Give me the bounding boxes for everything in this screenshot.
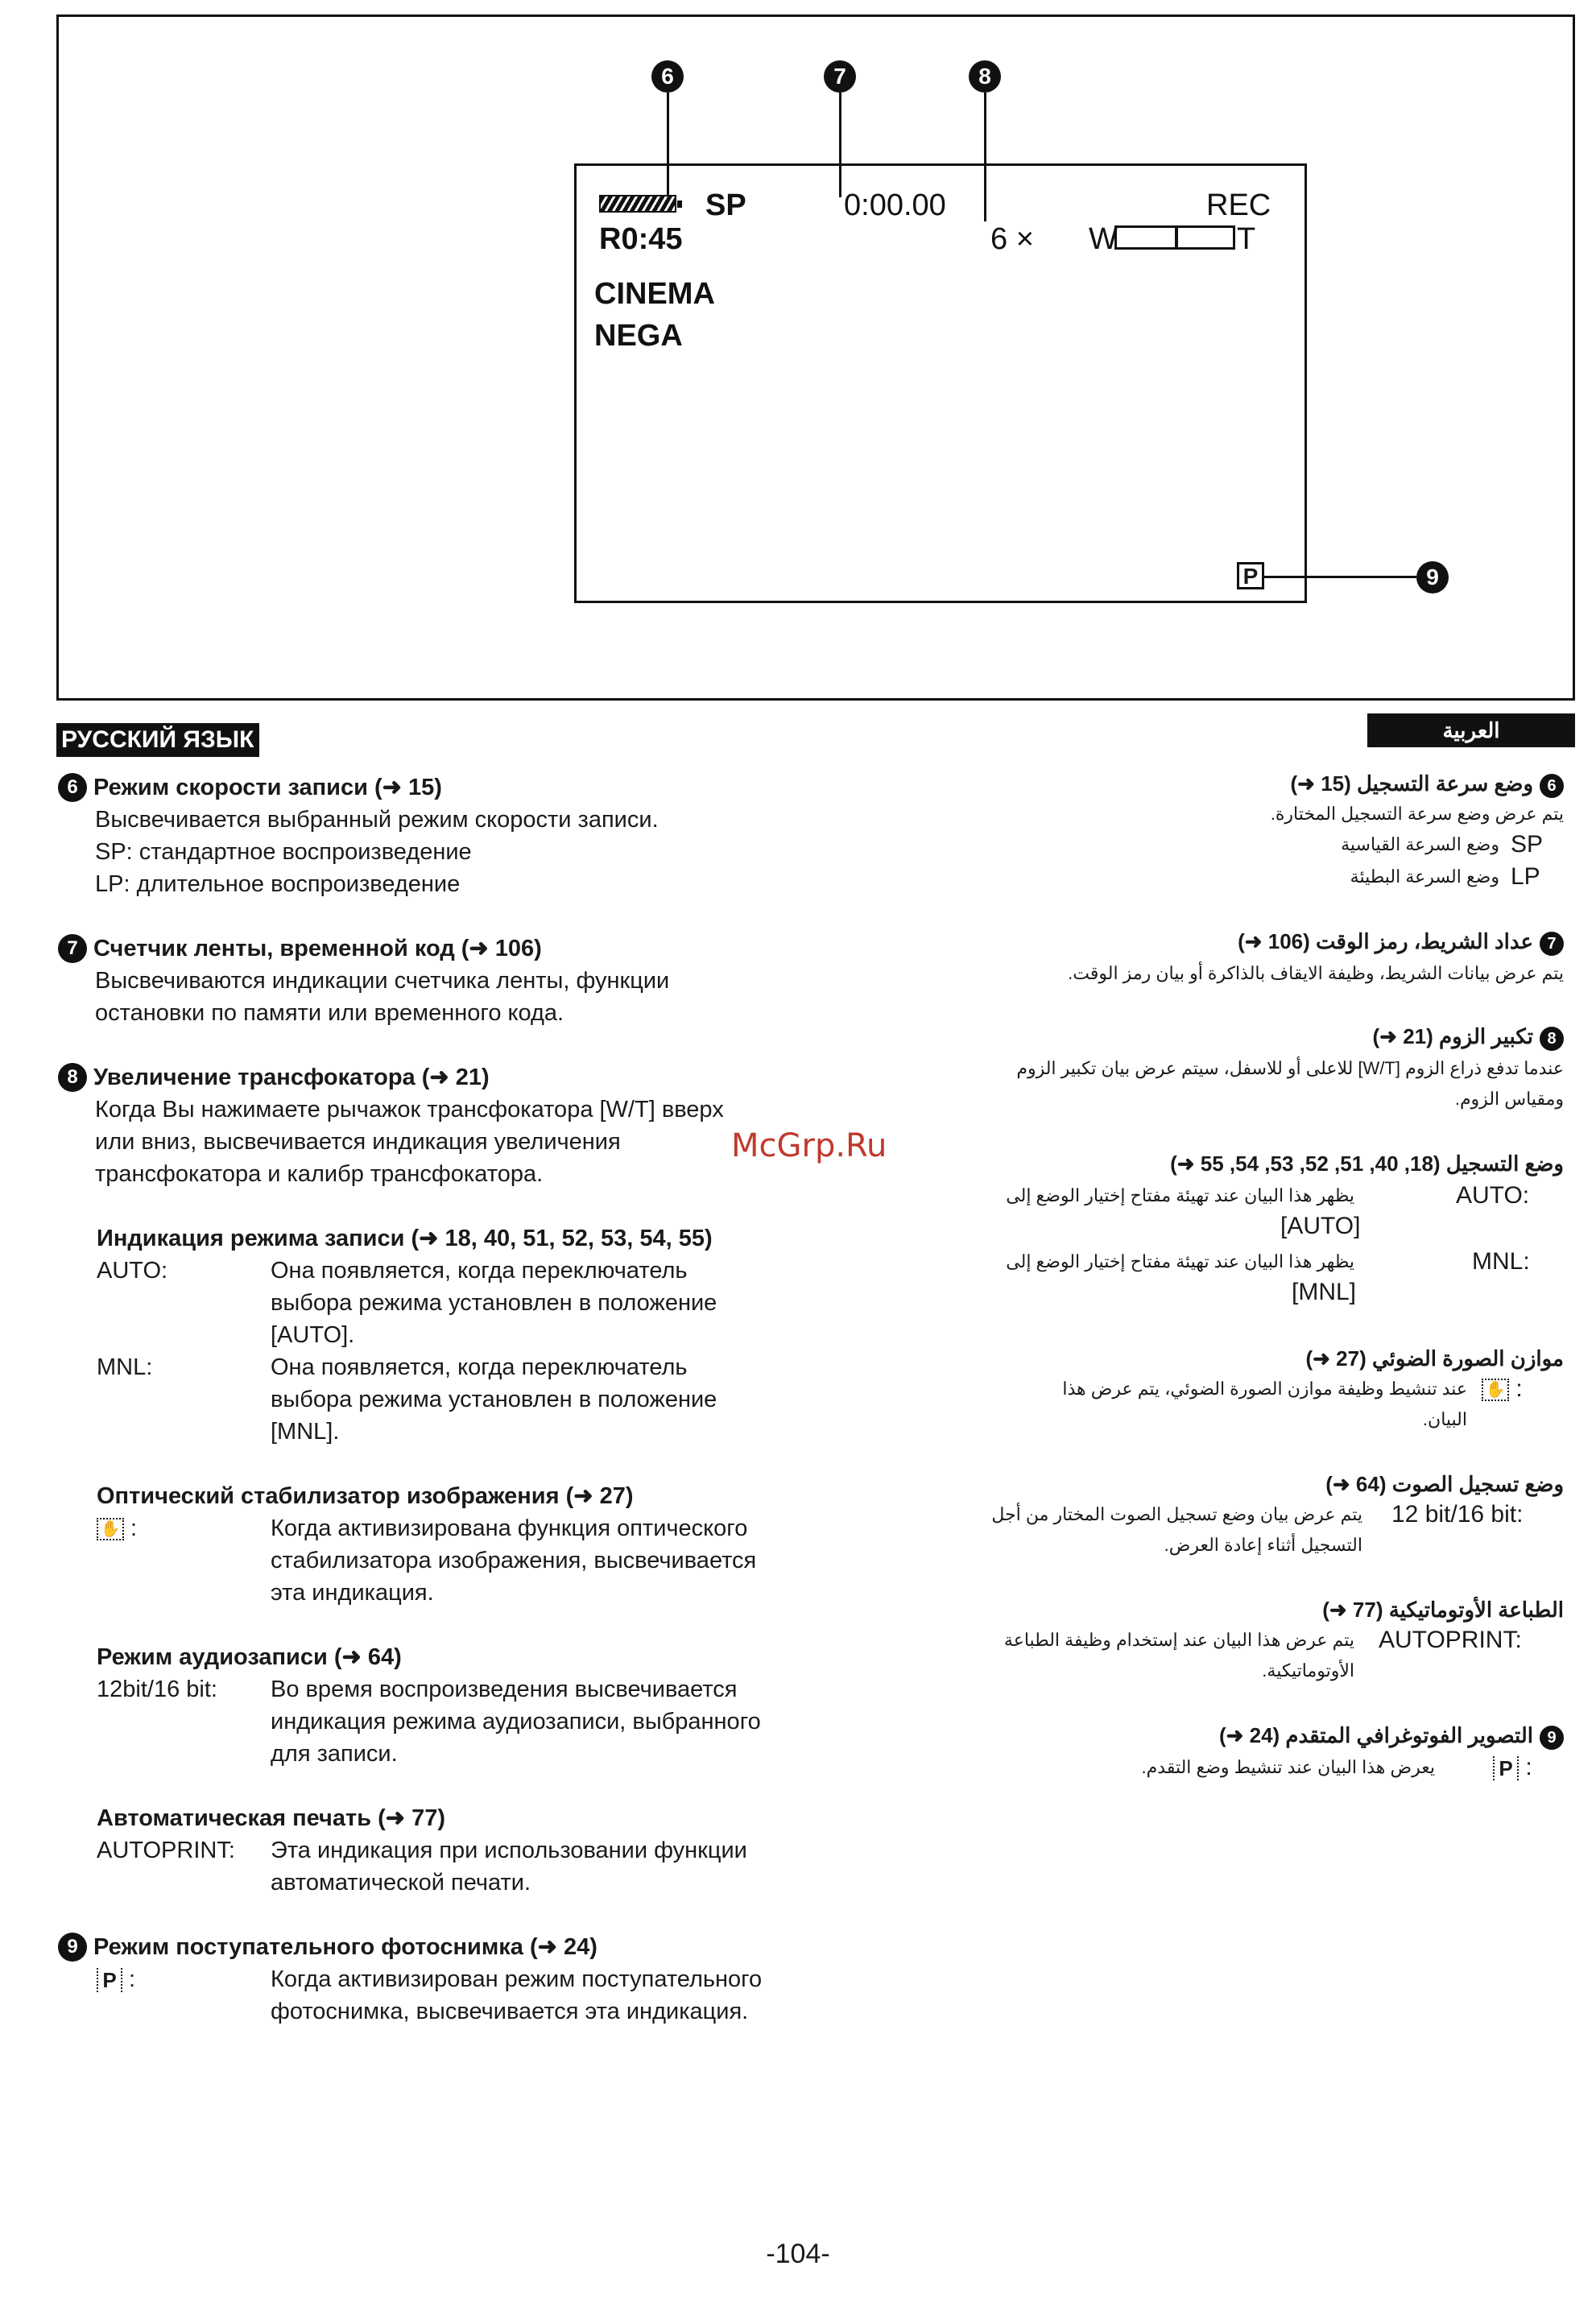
ru-s7-title xyxy=(58,932,542,965)
osd-zoom-value: 6 × xyxy=(990,222,1034,256)
ar-recmode-mnl-term: MNL: xyxy=(1472,1248,1530,1275)
callout-8: 8 xyxy=(969,60,1001,93)
ru-recmode-auto-line: [AUTO]. xyxy=(271,1322,355,1348)
osd-remaining: R0:45 xyxy=(599,222,683,256)
ru-autoprint-title: Автоматическая печать (➜ 77) xyxy=(97,1805,446,1831)
ar-recmode-title: وضع التسجيل (18, 40, 51, 52, 53, 54, 55 ➜) xyxy=(1170,1152,1564,1176)
progressive-icon-ru: P xyxy=(97,1968,122,1992)
ru-s6-line: SP: стандартное воспроизведение xyxy=(95,839,472,865)
callout-6: 6 xyxy=(651,60,684,93)
ru-autoprint-term: AUTOPRINT: xyxy=(97,1838,235,1863)
ar-autoprint-term: AUTOPRINT: xyxy=(1379,1627,1522,1653)
zoom-scale xyxy=(1114,225,1235,250)
ru-ois-term: ✋ : xyxy=(97,1512,137,1544)
ar-ois-line: عند تنشيط وظيفة موازن الصورة الضوئي، يتم عرض هذا xyxy=(1062,1379,1467,1399)
ar-audio-line: يتم عرض بيان وضع تسجيل الصوت المختار من أجل xyxy=(991,1504,1362,1524)
ar-s8-title xyxy=(1373,1021,1564,1052)
ar-s7-title xyxy=(1238,926,1564,957)
viewfinder-diagram xyxy=(56,14,1575,701)
ru-recmode-mnl-line: выбора режима установлен в положение xyxy=(271,1387,717,1412)
ru-s9-line: Когда активизирован режим поступательного xyxy=(271,1966,763,1992)
ru-s7-title-text: Счетчик ленты, временной код (➜ 106) xyxy=(93,936,542,961)
ar-s8-line: ومقياس الزوم. xyxy=(1454,1089,1564,1109)
osd-counter: 0:00.00 xyxy=(844,188,946,222)
ru-recmode-auto-term: AUTO: xyxy=(97,1258,168,1284)
ar-s6-title-text: وضع سرعة التسجيل (15 ➜) xyxy=(1290,771,1533,796)
ar-recmode-mnl-line: يظهر هذا البيان عند تهيئة مفتاح إختيار الوضع إلى xyxy=(1006,1251,1354,1271)
ru-s9-title xyxy=(58,1931,597,1963)
ar-s9-title xyxy=(1219,1720,1564,1751)
ru-recmode-mnl-term: MNL: xyxy=(97,1354,153,1380)
ar-audio-title: وضع تسجيل الصوت (64 ➜) xyxy=(1325,1472,1564,1496)
ar-s9-title-text: التصوير الفوتوغرافي المتقدم (24 ➜) xyxy=(1218,1723,1533,1747)
ru-recmode-mnl-line: [MNL]. xyxy=(271,1419,340,1445)
ru-autoprint-line: автоматической печати. xyxy=(271,1870,531,1896)
ru-s7-line: остановки по памяти или временного кода. xyxy=(95,1000,564,1026)
ru-ois-line: эта индикация. xyxy=(271,1580,434,1606)
ar-ois-line: البيان. xyxy=(1422,1409,1467,1429)
ru-s9-term: P : xyxy=(97,1963,135,1995)
ru-audio-term: 12bit/16 bit: xyxy=(97,1677,217,1702)
arabic-lang-label: العربية xyxy=(1367,713,1575,747)
ru-recmode-mnl-line: Она появляется, когда переключатель xyxy=(271,1354,688,1380)
ar-s6-sp: SP xyxy=(1511,831,1544,858)
ar-audio-term: 12 bit/16 bit: xyxy=(1391,1501,1524,1528)
osd-zoom-t: T xyxy=(1237,222,1256,256)
ar-recmode-auto-term: AUTO: xyxy=(1456,1182,1530,1209)
ar-ois-title: موازن الصورة الضوئي (27 ➜) xyxy=(1305,1346,1564,1371)
ru-ois-title: Оптический стабилизатор изображения (➜ 27) xyxy=(97,1483,634,1509)
ru-recmode-auto-line: выбора режима установлен в положение xyxy=(271,1290,717,1316)
ru-audio-line: индикация режима аудиозаписи, выбранного xyxy=(271,1709,761,1734)
progressive-icon: P xyxy=(1237,562,1264,589)
ru-audio-line: для записи. xyxy=(271,1741,398,1767)
ru-s6-line: LP: длительное воспроизведение xyxy=(95,871,461,897)
ar-s6-lp-text: وضع السرعة البطيئة xyxy=(1350,866,1499,887)
ar-s6-line: يتم عرض وضع سرعة التسجيل المختارة. xyxy=(1270,804,1564,824)
ru-s8-title-text: Увеличение трансфокатора (➜ 21) xyxy=(93,1065,490,1090)
osd-mode-line2: NEGA xyxy=(594,319,683,353)
osd-mode-line1: CINEMA xyxy=(594,277,715,311)
ru-s6-line: Высвечивается выбранный режим скорости записи. xyxy=(95,807,659,833)
ru-s9-num: 9 xyxy=(58,1933,87,1962)
ar-s9-term: P : xyxy=(1493,1752,1532,1783)
ru-s9-title-text: Режим поступательного фотоснимка (➜ 24) xyxy=(93,1934,597,1960)
osd-zoom-w: W xyxy=(1089,222,1118,256)
ru-s8-num: 8 xyxy=(58,1063,87,1092)
ar-s7-line: يتم عرض بيانات الشريط، وظيفة الايقاف بالذاكرة أو بيان رمز الوقت. xyxy=(1068,963,1564,983)
ru-ois-line: стабилизатора изображения, высвечивается xyxy=(271,1548,757,1573)
ar-s9-num: 9 xyxy=(1540,1726,1564,1750)
ru-audio-title: Режим аудиозаписи (➜ 64) xyxy=(97,1644,402,1670)
page-number: -104- xyxy=(766,2239,830,2269)
ru-ois-line: Когда активизирована функция оптического xyxy=(271,1515,748,1541)
ru-s6-title xyxy=(58,771,442,804)
ar-s8-num: 8 xyxy=(1540,1027,1564,1051)
ru-s8-line: Когда Вы нажимаете рычажок трансфокатора [W/T] вверх xyxy=(95,1097,724,1123)
osd-speed: SP xyxy=(705,188,746,222)
ru-s8-line: трансфокатора и калибр трансфокатора. xyxy=(95,1161,544,1187)
ar-s6-title xyxy=(1291,768,1564,799)
ru-audio-line: Во время воспроизведения высвечивается xyxy=(271,1677,738,1702)
ar-autoprint-title: الطباعة الأوتوماتيكية (77 ➜) xyxy=(1322,1598,1564,1622)
battery-icon xyxy=(599,195,676,213)
progressive-icon-ar: P xyxy=(1493,1756,1519,1780)
ar-audio-line: التسجيل أثناء إعادة العرض. xyxy=(1164,1535,1362,1555)
ar-s9-line: يعرض هذا البيان عند تنشيط وضع التقدم. xyxy=(1141,1757,1435,1777)
ru-recmode-auto-line: Она появляется, когда переключатель xyxy=(271,1258,688,1284)
ar-s7-title-text: عداد الشريط، رمز الوقت (106 ➜) xyxy=(1238,929,1533,953)
ar-s6-lp: LP xyxy=(1511,863,1540,890)
ar-s8-line: عندما تدفع ذراع الزوم [W/T] للاعلى أو للاسفل، سيتم عرض بيان تكبير الزوم xyxy=(1016,1058,1564,1078)
ar-autoprint-line: يتم عرض هذا البيان عند إستخدام وظيفة الطباعة xyxy=(1003,1630,1354,1650)
ru-recmode-title: Индикация режима записи (➜ 18, 40, 51, 52, 53, 54, 55) xyxy=(97,1226,713,1251)
watermark: McGrp.Ru xyxy=(731,1127,887,1164)
russian-lang-label: РУССКИЙ ЯЗЫК xyxy=(56,723,259,757)
leader-9 xyxy=(1263,576,1416,578)
zoom-scale-mark xyxy=(1175,225,1178,250)
ar-ois-term: ✋ : xyxy=(1482,1374,1523,1404)
ar-autoprint-line: الأوتوماتيكية. xyxy=(1262,1660,1354,1681)
ar-recmode-auto-line: يظهر هذا البيان عند تهيئة مفتاح إختيار الوضع إلى xyxy=(1006,1185,1354,1205)
ar-s6-sp-text: وضع السرعة القياسية xyxy=(1341,834,1499,854)
screen-frame xyxy=(574,163,1307,603)
ru-autoprint-line: Эта индикация при использовании функции xyxy=(271,1838,747,1863)
ar-recmode-mnl-line: [MNL] xyxy=(1292,1279,1357,1305)
ru-s8-title xyxy=(58,1061,490,1094)
ar-recmode-auto-line: [AUTO] xyxy=(1280,1213,1361,1239)
osd-rec: REC xyxy=(1206,188,1271,222)
ru-s7-line: Высвечиваются индикации счетчика ленты, функции xyxy=(95,968,670,994)
callout-9: 9 xyxy=(1416,561,1449,593)
ar-s6-num: 6 xyxy=(1540,774,1564,798)
ru-s9-line: фотоснимка, высвечивается эта индикация. xyxy=(271,1999,749,2024)
ar-s7-num: 7 xyxy=(1540,932,1564,956)
ru-s7-num: 7 xyxy=(58,934,87,963)
ru-s6-title-text: Режим скорости записи (➜ 15) xyxy=(93,775,442,800)
ar-s8-title-text: تكبير الزوم (21 ➜) xyxy=(1372,1024,1533,1048)
stabilizer-icon: ✋ xyxy=(97,1518,124,1540)
ru-s8-line: или вниз, высвечивается индикация увеличения xyxy=(95,1129,621,1155)
stabilizer-icon-ar: ✋ xyxy=(1482,1379,1509,1401)
ru-s6-num: 6 xyxy=(58,773,87,802)
callout-7: 7 xyxy=(824,60,856,93)
